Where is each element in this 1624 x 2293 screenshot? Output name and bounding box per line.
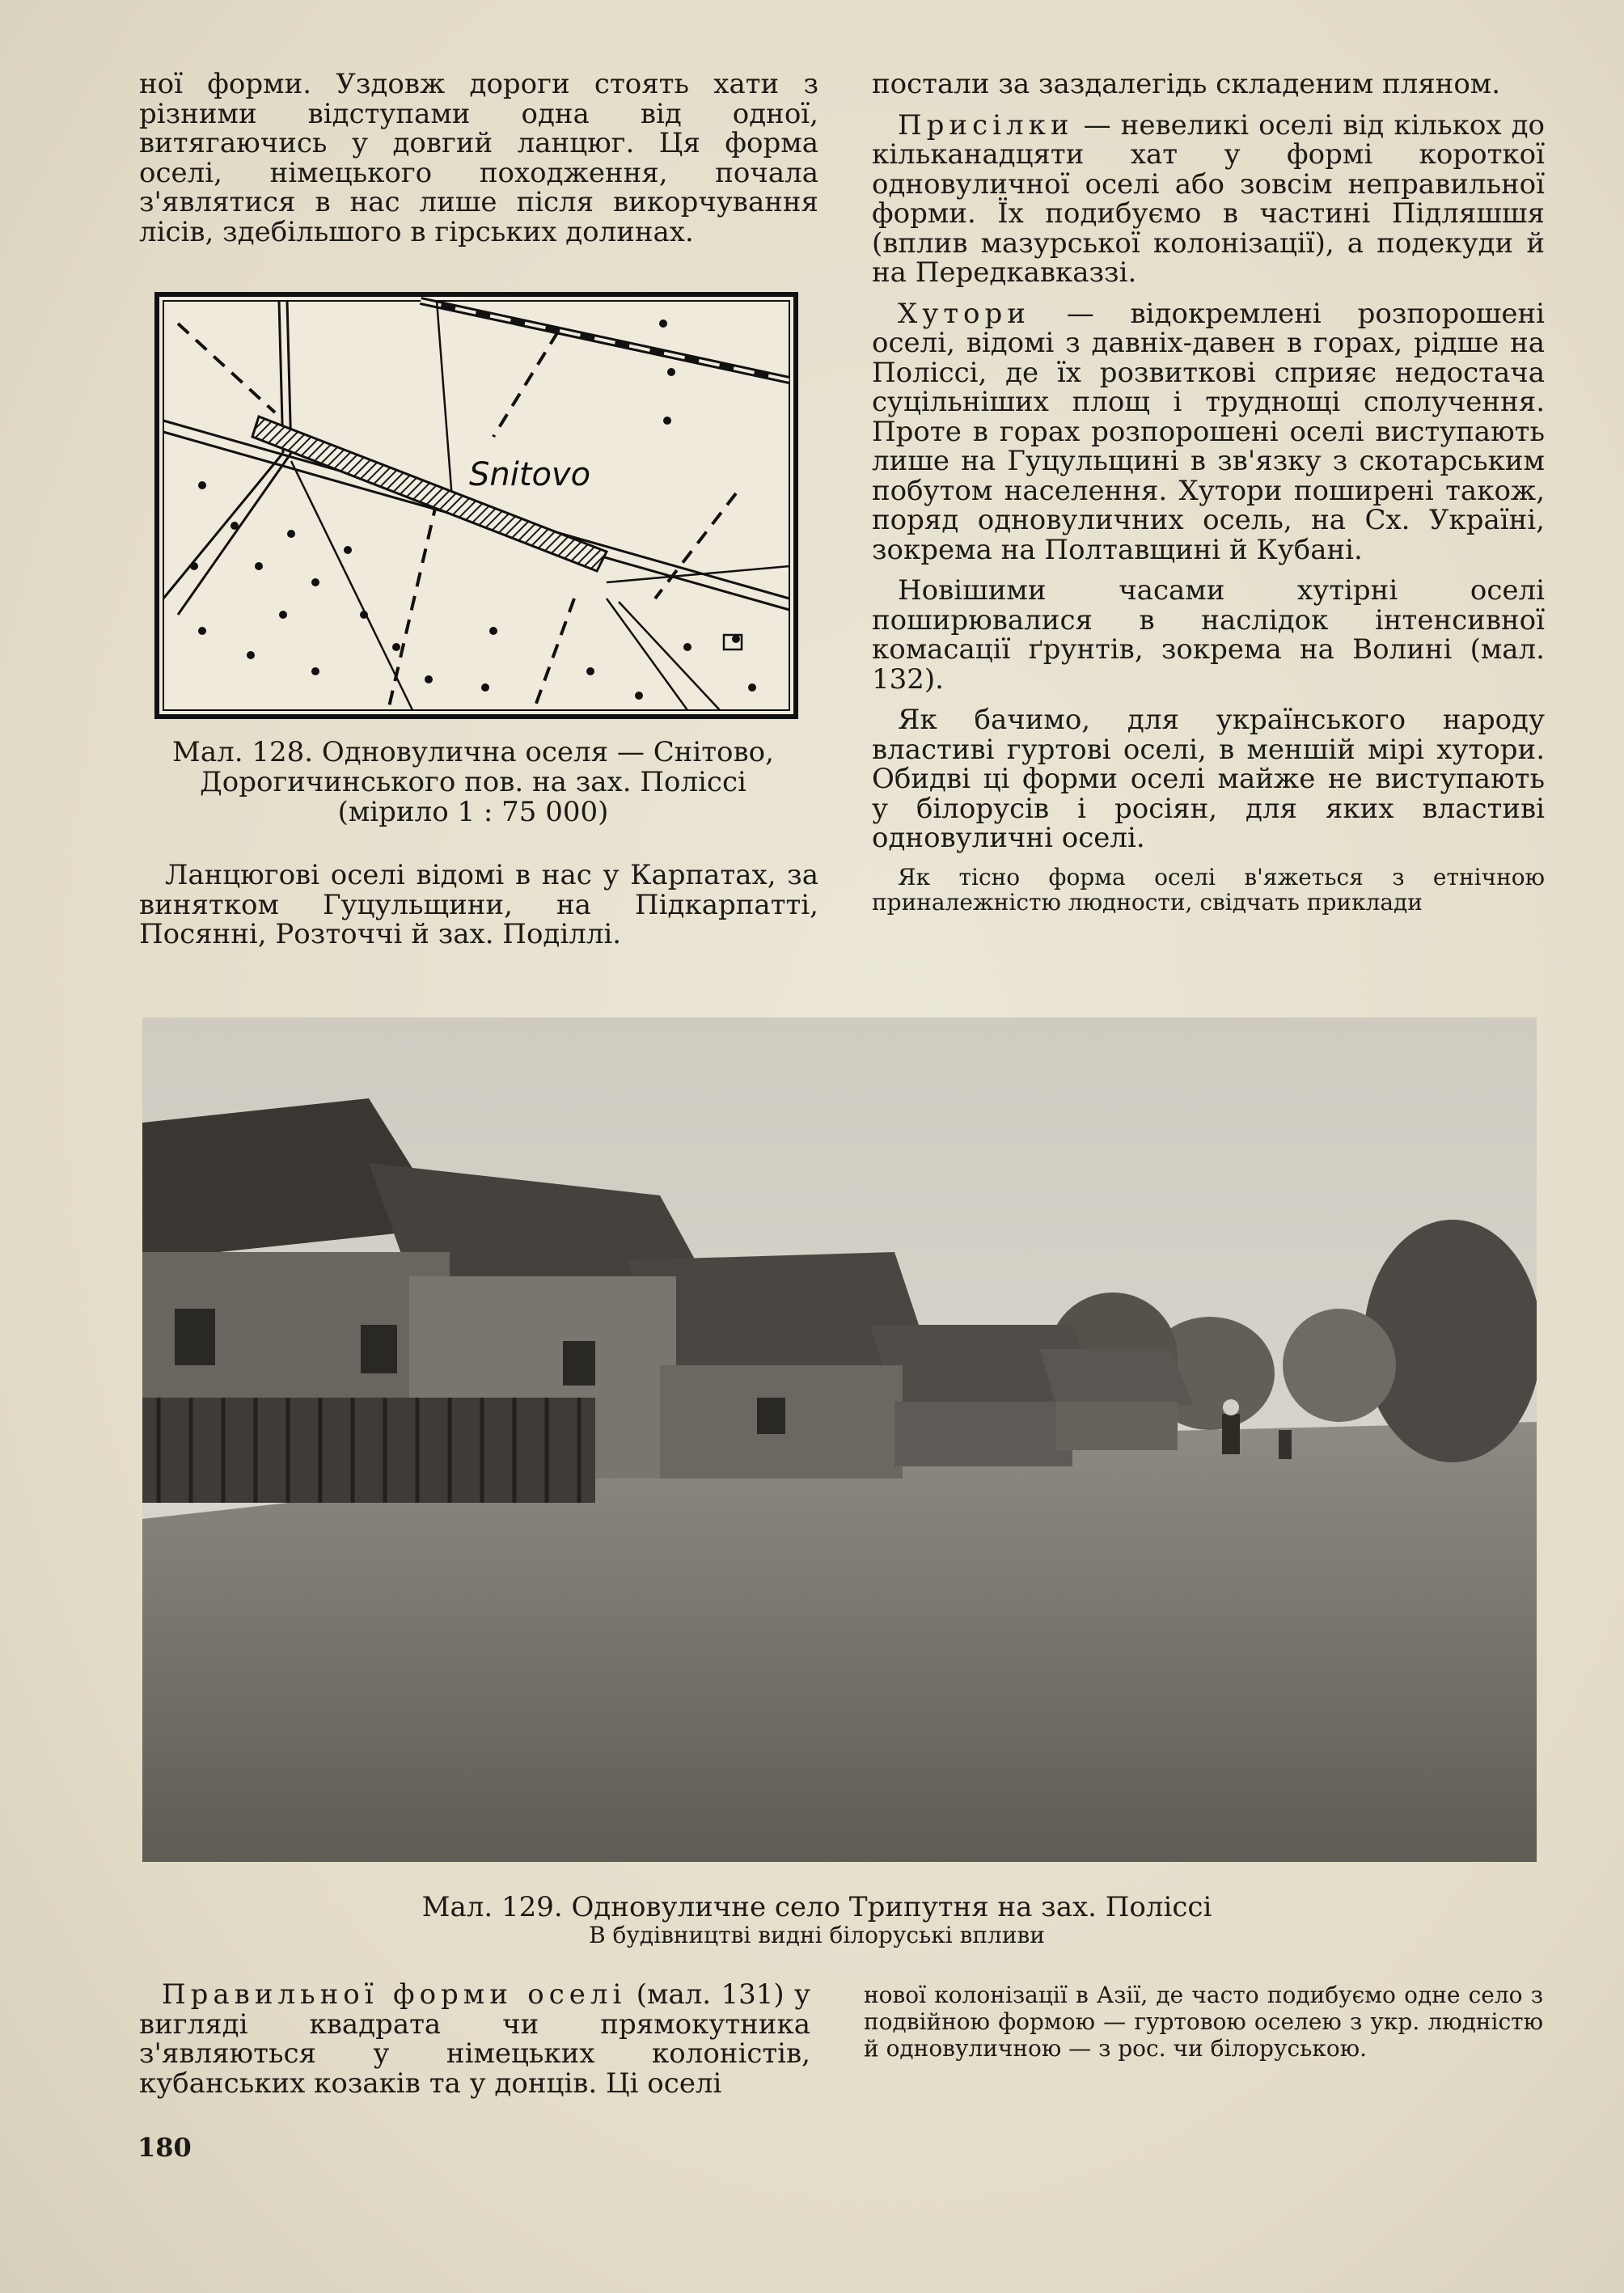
term-prysilky: Присілки — [898, 108, 1074, 142]
paragraph-prysilky: Присілки — невеликі оселі від кількох до кільканадцяти хат у формі короткої одновуличної оселі або зовсім неправильної форми. Їх подибуємо в частині Підляшшя (вплив мазурської колонізації), а подекуди й на Передкавказзі. — [872, 108, 1545, 289]
paragraph-continuation-right: постали за заздалегідь складеним пляном. — [872, 68, 1501, 100]
caption-128-line-3: (мірило 1 : 75 000) — [337, 796, 609, 828]
left-column-bottom — [139, 1980, 810, 2098]
paragraph-khutory: Хутори — відокремлені розпорошені оселі, відомі з давніх-давен в горах, рідше на Поліссі, де їх розвиткові сприяє недостача суцільніших площ і труднощі сполучення. Проте в горах розпорошені оселі виступають лише на Гуцульщині в зв'язку з скотарським побутом населення. Хутори поширені також, поряд одновуличних осель, на Сх. Україні, зокрема на Полтавщині й Кубані. — [872, 297, 1545, 566]
child-figure — [1279, 1430, 1292, 1459]
caption-128-line-1: Мал. 128. Одновулична оселя — Снітово, — [172, 736, 774, 768]
village-map — [154, 291, 799, 720]
paragraph-continuation: ної форми. Уздовж дороги стоять хати з різними відступами одна від одної, витягаючись у довгий ланцюг. Ця форма оселі, німецького походження, почала з'являтися в нас лише після викорчування лісів, здебільшого в гірських долинах. — [139, 68, 818, 248]
caption-129-title: Мал. 129. Одновуличне село Трипутня на зах. Поліссі — [421, 1891, 1212, 1923]
person-figure — [1222, 1414, 1240, 1454]
map-figure-128 — [154, 291, 799, 720]
caption-figure-128 — [121, 738, 825, 827]
term-khutory: Хутори — [898, 297, 1030, 330]
photo-figure-129 — [142, 1017, 1537, 1862]
caption-128-line-2: Дорогичинського пов. на зах. Поліссі — [200, 766, 746, 798]
term-regular-form: Правильної форми оселі — [162, 1978, 627, 2011]
caption-figure-129 — [243, 1893, 1391, 1948]
paragraph-chain-settlements: Ланцюгові оселі відомі в нас у Карпатах, за винятком Гуцульщини, на Підкарпатті, Посянні, Розточчі й зах. Поділлі. — [139, 859, 818, 950]
village-street-photo — [142, 1017, 1537, 1862]
page-number: 180 — [137, 2132, 192, 2163]
right-column-bottom — [864, 1982, 1543, 2062]
caption-129-subtitle: В будівництві видні білоруські впливи — [589, 1922, 1045, 1948]
paragraph-ethnic: Як тісно форма оселі в'яжеться з етнічною приналежністю людности, свідчать приклади — [872, 863, 1545, 916]
left-column-top — [139, 70, 818, 247]
paragraph-regular-form: Правильної форми оселі (мал. 131) у вигляді квадрата чи прямокутника з'являються у німецьких колоністів, кубанських козаків та у донців. Ці оселі — [139, 1978, 810, 2100]
paragraph-as-we-see: Як бачимо, для українського народу властиві гуртові оселі, в меншій мірі хутори. Обидві ці форми оселі майже не виступають у білорусів і росіян, для яких властиві одновуличні оселі. — [872, 704, 1545, 854]
map-label-snitovo: Snitovo — [469, 456, 591, 493]
left-column-mid — [139, 861, 818, 950]
right-column-top — [872, 70, 1545, 915]
paragraph-newer-times: Новішими часами хутірні оселі поширювалися в наслідок інтенсивної комасації ґрунтів, зокрема на Волині (мал. 132). — [872, 574, 1545, 696]
paragraph-colonization: нової колонізації в Азії, де часто подибуємо одне село з подвійною формою — гуртовою оселею з укр. людністю й одновуличною — з рос. чи білоруською. — [864, 1982, 1543, 2062]
